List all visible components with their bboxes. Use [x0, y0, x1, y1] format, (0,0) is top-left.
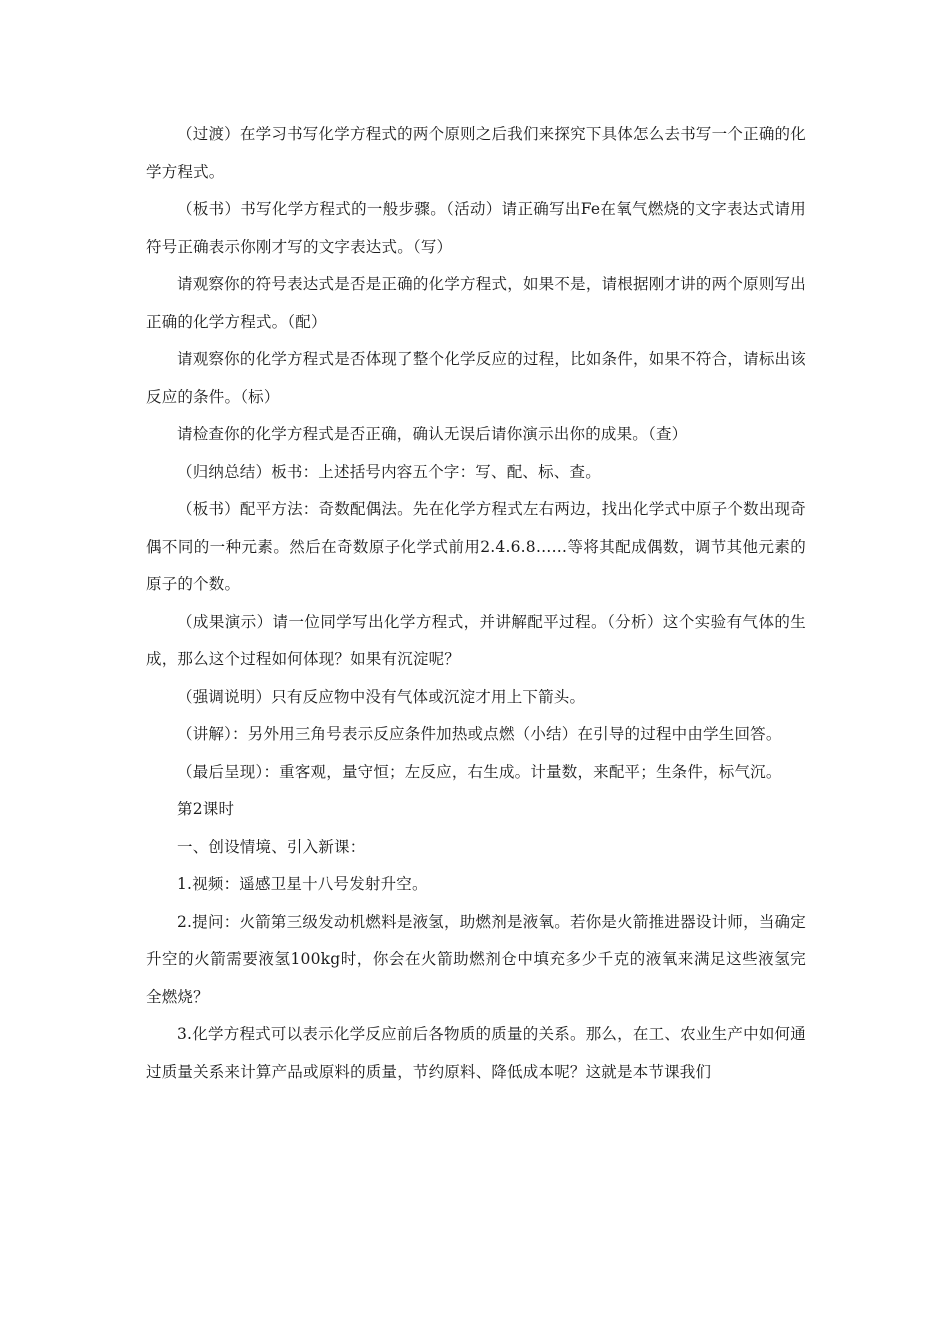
paragraph-balance: 请观察你的符号表达式是否是正确的化学方程式，如果不是，请根据刚才讲的两个原则写出正确的化学方程式。（配）	[146, 275, 806, 331]
paragraph-explanation: （讲解）：另外用三角号表示反应条件加热或点燃（小结）在引导的过程中由学生回答。	[177, 725, 782, 743]
section-heading-lesson2: 第2课时	[177, 800, 235, 818]
paragraph-final: （最后呈现）：重客观，量守恒；左反应，右生成。计量数，来配平；生条件，标气沉。	[177, 762, 782, 781]
paragraph-emphasis: （强调说明）只有反应物中没有气体或沉淀才用上下箭头。	[177, 687, 586, 706]
paragraph-board-steps: （板书）书写化学方程式的一般步骤。（活动）请正确写出Fe在氧气燃烧的文字表达式请用符号正确表示你刚才写的文字表达式。（写）	[146, 200, 806, 256]
paragraph-condition: 请观察你的化学方程式是否体现了整个化学反应的过程，比如条件，如果不符合，请标出该反应的条件。（标）	[146, 350, 806, 406]
subheading-intro: 一、创设情境、引入新课：	[177, 837, 366, 856]
paragraph-balancing-method: （板书）配平方法：奇数配偶法。先在化学方程式左右两边，找出化学式中原子个数出现奇偶不同的一种元素。然后在奇数原子化学式前用2.4.6.8……等将其配成偶数，调节其他元素的原子的个数。	[146, 500, 806, 593]
list-item-equation-mass: 3.化学方程式可以表示化学反应前后各物质的质量的关系。那么，在工、农业生产中如何通过质量关系来计算产品或原料的质量，节约原料、降低成本呢？这就是本节课我们	[146, 1025, 806, 1081]
paragraph-demo: （成果演示）请一位同学写出化学方程式，并讲解配平过程。（分析）这个实验有气体的生成，那么这个过程如何体现？如果有沉淀呢？	[146, 612, 806, 668]
paragraph-transition: （过渡）在学习书写化学方程式的两个原则之后我们来探究下具体怎么去书写一个正确的化学方程式。	[146, 125, 806, 181]
list-item-question: 2.提问：火箭第三级发动机燃料是液氢，助燃剂是液氧。若你是火箭推进器设计师，当确定升空的火箭需要液氢100kg时，你会在火箭助燃剂仓中填充多少千克的液氧来满足这些液氢完全燃烧？	[146, 912, 806, 1006]
paragraph-summary: （归纳总结）板书：上述括号内容五个字：写、配、标、查。	[177, 462, 601, 481]
document-body	[146, 116, 806, 1091]
paragraph-check: 请检查你的化学方程式是否正确，确认无误后请你演示出你的成果。（查）	[177, 425, 688, 443]
list-item-video: 1.视频：遥感卫星十八号发射升空。	[177, 875, 428, 893]
